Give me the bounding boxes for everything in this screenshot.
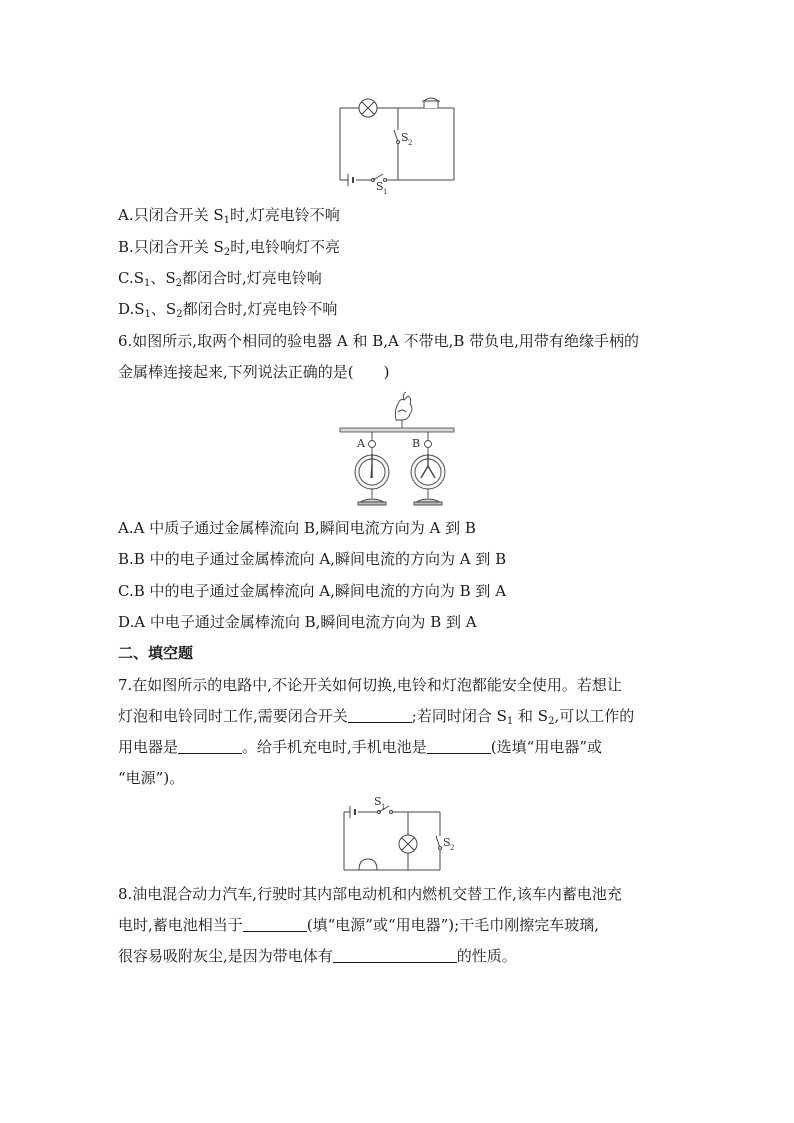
q8-stem-line-3: 很容易吸附灰尘,是因为带电体有 的性质。: [118, 947, 517, 965]
q5-option-a: A.只闭合开关 $S_1$时,灯亮电铃不响: [118, 206, 340, 226]
circuit-figure-1: [330, 92, 470, 200]
q6-stem-line-1: 6.如图所示,取两个相同的验电器 A 和 B,A 不带电,B 带负电,用带有绝缘手柄的: [118, 332, 639, 350]
q5-option-d: $D.S_1$、$S_2$都闭合时,灯亮电铃不响: [118, 300, 338, 320]
battery-icon: [350, 806, 355, 818]
q6-option-b: B.B 中的电子通过金属棒流向 A,瞬间电流的方向为 A 到 B: [118, 550, 507, 568]
q6-option-d: D.A 中电子通过金属棒流向 B,瞬间电流方向为 B 到 A: [118, 613, 477, 631]
q7-blank-2[interactable]: [178, 739, 242, 754]
bell-icon: [422, 98, 440, 108]
fig2-s1-label-sub: 1: [381, 803, 386, 811]
q7-stem-line-4: “电源”)。: [118, 769, 185, 787]
q8-stem-line-2: 电时,蓄电池相当于 (填“电源”或“用电器”);干毛巾刚擦完车玻璃,: [118, 916, 599, 934]
s1-label: S: [376, 180, 384, 193]
q5-option-c: $C.S_1$、$S_2$都闭合时,灯亮电铃响: [118, 269, 322, 289]
q6-stem-line-2: 金属棒连接起来,下列说法正确的是( ): [118, 363, 390, 381]
s1-label-sub: 1: [383, 188, 388, 196]
q7-stem-line-3: 用电器是 。给手机充电时,手机电池是 (选填“用电器”或: [118, 738, 602, 756]
fig2-s2-label: S: [443, 836, 451, 849]
q7-stem-line-1: 7.在如图所示的电路中,不论开关如何切换,电铃和灯泡都能安全使用。若想让: [118, 676, 622, 694]
q5-option-b: B.只闭合开关 $S_2$时,电铃响灯不亮: [118, 238, 340, 258]
bell-icon: [357, 859, 379, 870]
q8-blank-2[interactable]: [333, 948, 457, 963]
battery-icon: [348, 174, 353, 186]
electroscope-b-label: B: [412, 437, 421, 450]
lamp-icon: [399, 835, 417, 853]
q8-stem-line-1: 8.油电混合动力汽车,行驶时其内部电动机和内燃机交替工作,该车内蓄电池充: [118, 885, 622, 903]
s2-label-sub: 2: [408, 139, 413, 147]
q6-option-a: A.A 中质子通过金属棒流向 B,瞬间电流方向为 A 到 B: [118, 519, 476, 537]
hand-icon: [395, 392, 412, 428]
electroscope-a-label: A: [357, 437, 365, 450]
q7-blank-3[interactable]: [427, 739, 491, 754]
q6-option-c: C.B 中的电子通过金属棒流向 A,瞬间电流的方向为 B 到 A: [118, 582, 507, 600]
lamp-icon: [359, 99, 377, 117]
fig2-s2-label-sub: 2: [450, 844, 455, 852]
section-title-fill-in: 二、填空题: [118, 644, 194, 662]
electroscope-figure: [338, 392, 458, 510]
q7-blank-1[interactable]: [348, 708, 412, 723]
q8-blank-1[interactable]: [243, 917, 307, 932]
circuit-figure-2: [336, 794, 466, 878]
fig2-s1-label: S: [374, 795, 382, 808]
q7-stem-line-2: 灯泡和电铃同时工作,需要闭合开关 ;若同时闭合 $S_1$ 和 $S_2$,可以工作的: [118, 707, 635, 727]
s2-label: S: [401, 131, 409, 144]
